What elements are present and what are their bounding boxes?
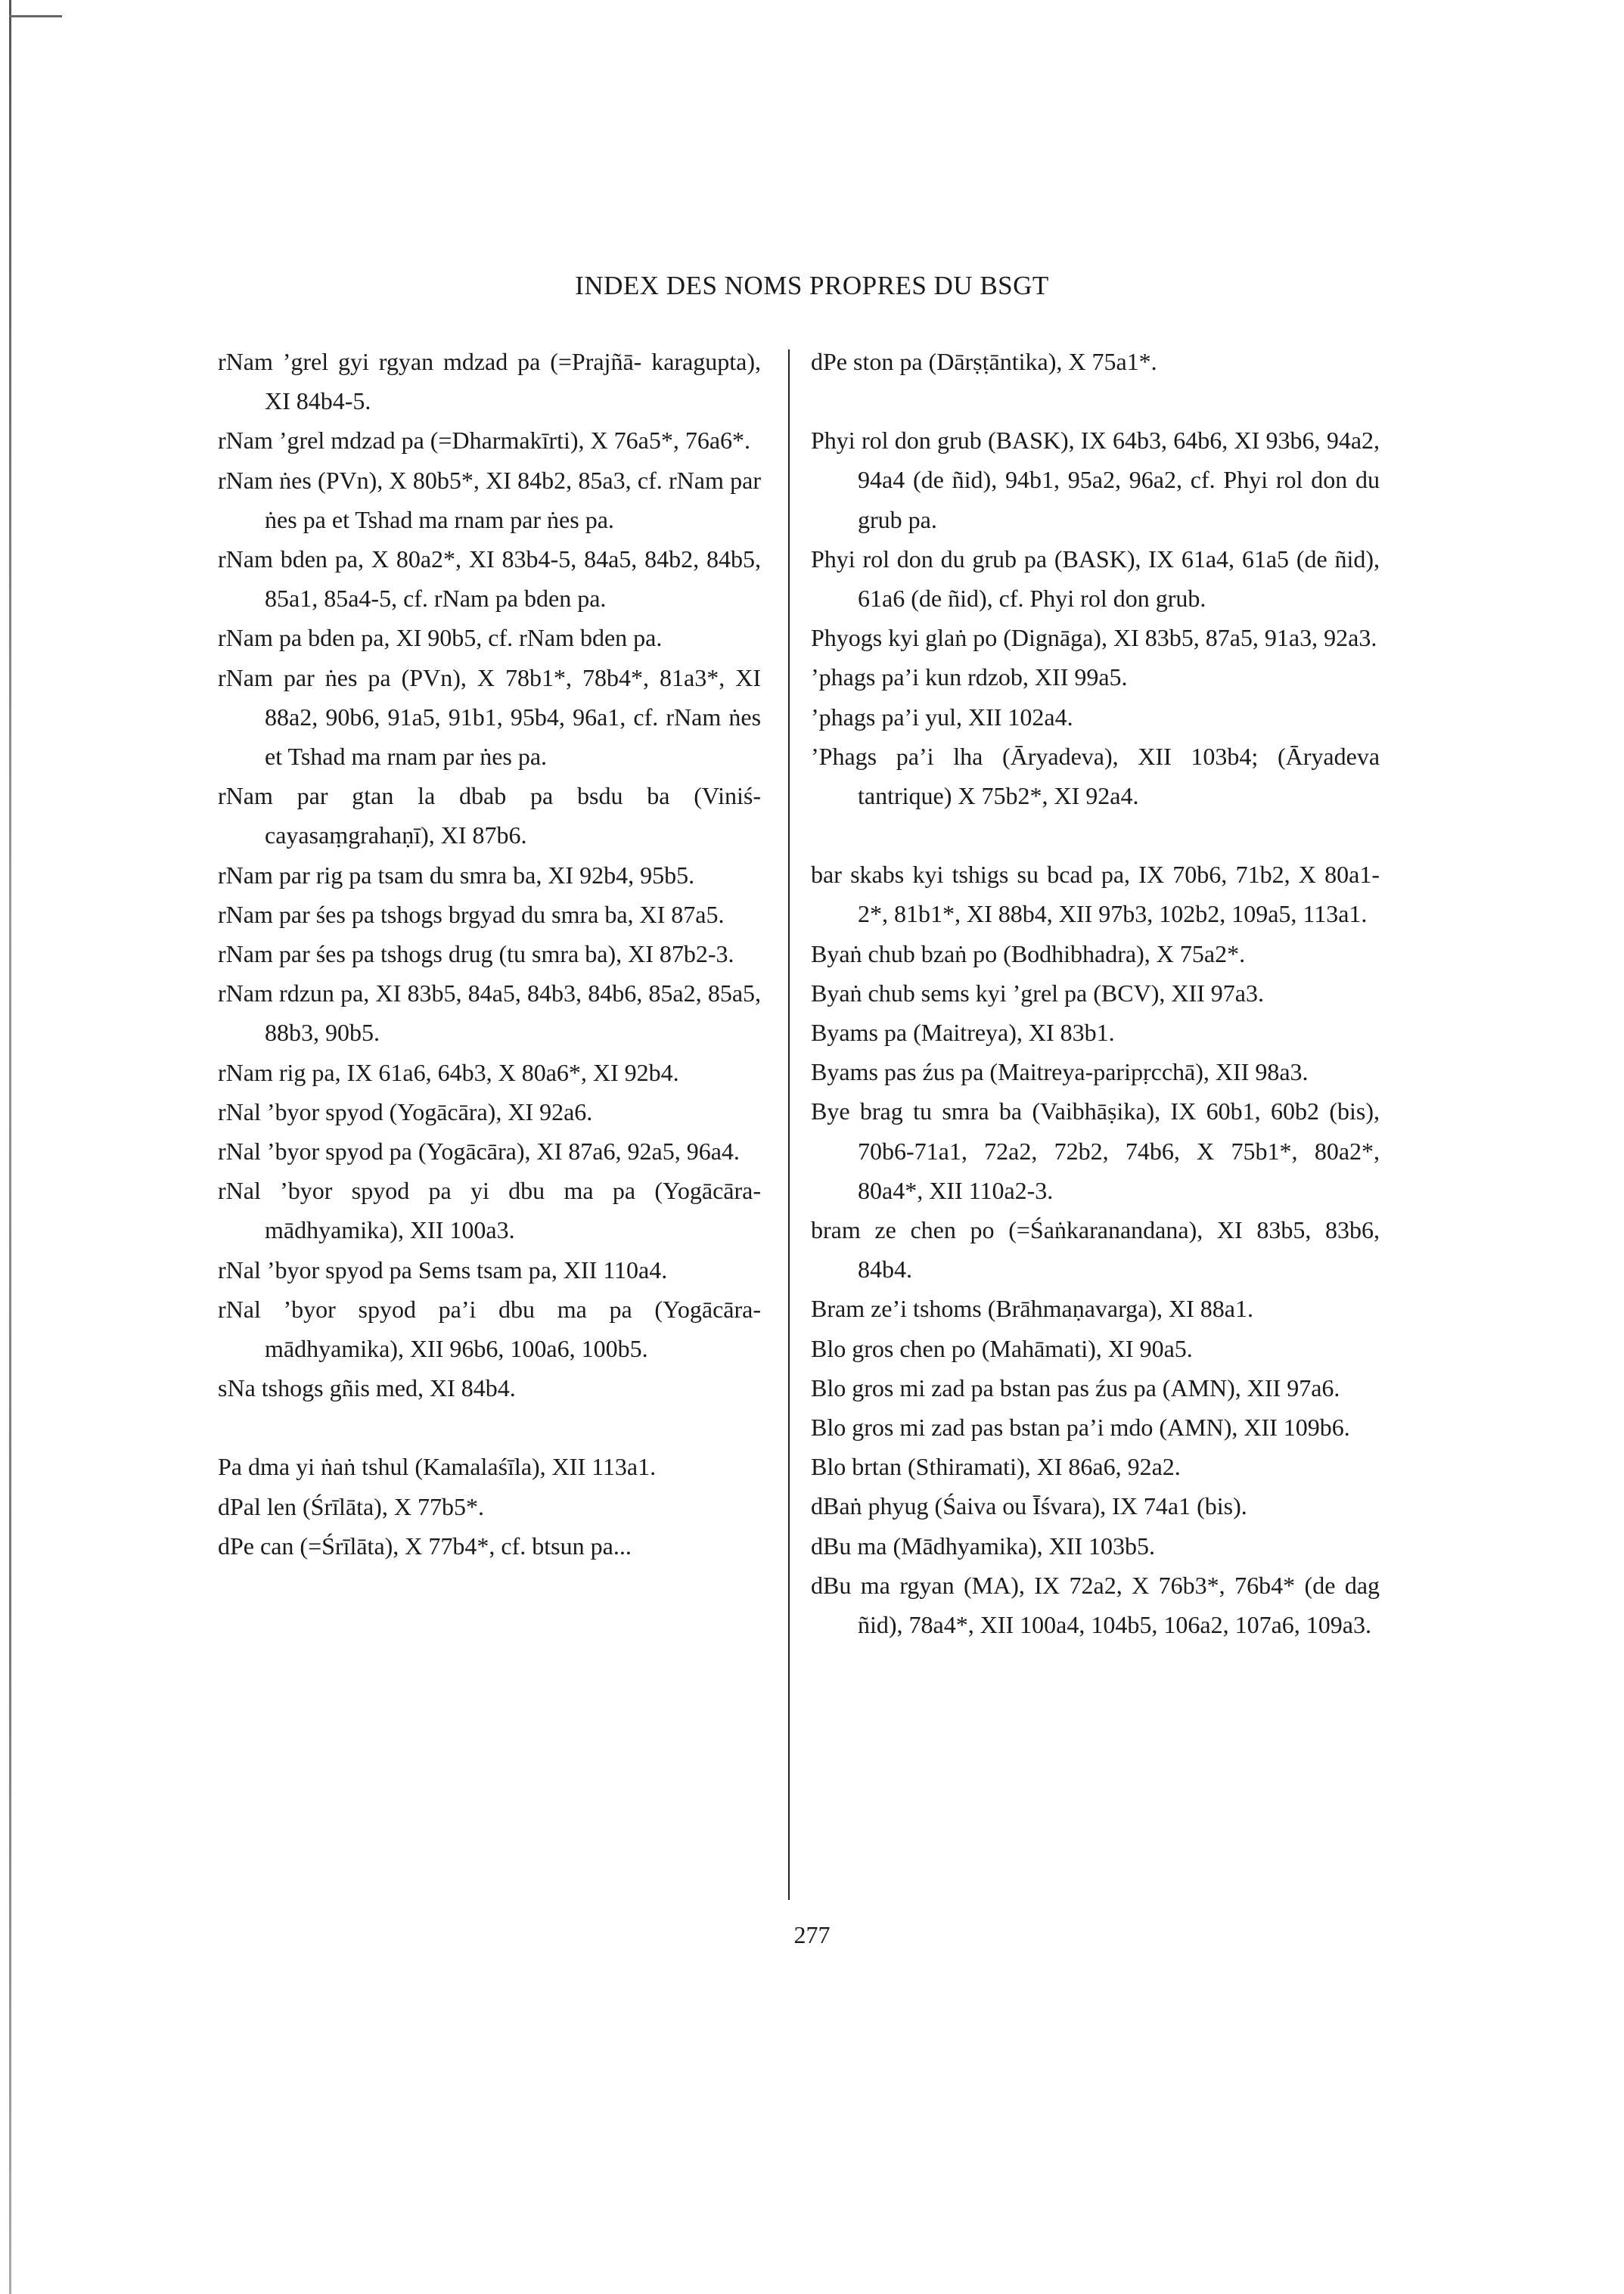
index-entry-line: rNam par śes pa tshogs drug (tu smra ba), bbox=[218, 940, 623, 968]
index-entry-line: rNam par ṅes pa (PVn), X 78b1*, 78b4*, bbox=[218, 663, 650, 691]
index-entry bbox=[218, 1053, 761, 1092]
index-entry-line: 96a2, cf. Phyi rol don du grub pa. bbox=[858, 466, 1380, 533]
index-entry-line: dPal len (Śrīlāta), X 77b5*. bbox=[218, 1492, 484, 1520]
index-entry-line: 95b5. bbox=[640, 861, 695, 889]
index-entry-line: ’phags pa’i kun rdzob, XII 99a5. bbox=[811, 663, 1128, 691]
index-entry-line: dBaṅ phyug (Śaiva ou Īśvara), IX 74a1 (bis). bbox=[811, 1492, 1247, 1520]
index-entry-line: rNam ṅes (PVn), X 80b5*, XI 84b2, 85a3, bbox=[218, 466, 632, 494]
index-entry-line: rNam pa bden pa, XI 90b5, cf. rNam bden pa. bbox=[218, 624, 663, 652]
index-entry-line: 71b2, X 80a1-2*, 81b1*, XI 88b4, XII bbox=[858, 861, 1380, 928]
index-entry-line: 61a5 (de ñid), 61a6 (de ñid), cf. Phyi bbox=[858, 545, 1380, 613]
index-entry-line: rNam rdzun pa, XI 83b5, 84a5, 84b3, 84b6, bbox=[218, 979, 643, 1007]
index-entry bbox=[811, 1210, 1380, 1289]
index-entry-line: mādhyamika), XII 96b6, 100a6, 100b5. bbox=[265, 1335, 648, 1363]
index-entry-line: rol don grub. bbox=[1080, 585, 1206, 613]
index-entry-line: par ṅes pa. bbox=[442, 743, 548, 771]
index-entry-line: 110a4. bbox=[603, 1256, 668, 1284]
index-entry-line: 97a3. bbox=[1210, 979, 1264, 1007]
index-entry bbox=[218, 421, 761, 460]
index-entry bbox=[811, 1486, 1380, 1526]
index-entry-line: bden pa. bbox=[523, 585, 607, 613]
index-entry-line: dBu ma rgyan (MA), IX 72a2, X 76b3*, bbox=[811, 1571, 1225, 1599]
index-entry-line: cayasaṃgrahaṇī), XI 87b6. bbox=[265, 821, 527, 849]
index-entry bbox=[218, 1447, 761, 1486]
index-entry bbox=[811, 618, 1380, 657]
index-entry bbox=[218, 539, 761, 618]
index-entry-line: ’Phags pa’i lha (Āryadeva), XII 103b4; bbox=[811, 742, 1259, 770]
index-entry bbox=[811, 1013, 1380, 1052]
index-entry bbox=[811, 855, 1380, 933]
index-entry bbox=[218, 342, 761, 421]
index-entry-line: mādhyamika), XII 100a3. bbox=[265, 1216, 515, 1244]
index-entry bbox=[218, 1250, 761, 1290]
index-entry-line: 84b2, 84b5, 85a1, 85a4-5, cf. rNam pa bbox=[265, 545, 762, 613]
index-entry-line: 75b1*, 80a2*, 80a4*, XII 110a2-3. bbox=[858, 1137, 1380, 1204]
index-entry-line: ’phags pa’i yul, XII 102a4. bbox=[811, 703, 1073, 731]
index-entry bbox=[811, 1289, 1380, 1328]
index-entry-line: XI 87b2-3. bbox=[628, 940, 734, 968]
index-entry-line: 87a5, 91a3, 92a3. bbox=[1205, 624, 1377, 652]
index-entry-line: 76b4* (de dag ñid), 78a4*, XII 100a4, bbox=[858, 1571, 1380, 1639]
column-divider bbox=[788, 349, 790, 1900]
index-entry-line: rNal ’byor spyod pa Sems tsam pa, XII bbox=[218, 1256, 598, 1284]
index-entry-line: Phyogs kyi glaṅ po (Dignāga), XI 83b5, bbox=[811, 624, 1200, 652]
index-entry bbox=[218, 1368, 761, 1408]
index-entry bbox=[811, 1052, 1380, 1091]
index-entry-line: sNa tshogs gñis med, XI 84b4. bbox=[218, 1374, 516, 1402]
index-entry bbox=[218, 895, 761, 934]
index-entry-line: dPe ston pa (Dārṣṭāntika), X 75a1*. bbox=[811, 348, 1157, 375]
section-gap bbox=[811, 381, 1380, 421]
index-entry-line: XI 87a5. bbox=[639, 900, 725, 928]
index-entry-line: 85a2, 85a5, 88b3, 90b5. bbox=[265, 979, 762, 1047]
index-entry-line: rNam ’grel gyi rgyan mdzad pa (=Prajñā- bbox=[218, 348, 642, 375]
index-entry-line: dBu ma (Mādhyamika), XII 103b5. bbox=[811, 1532, 1156, 1560]
index-entry-line: Bram ze’i tshoms (Brāhmaṇavarga), XI 88a1. bbox=[811, 1295, 1253, 1323]
index-entry-line: rNal ’byor spyod (Yogācāra), XI 92a6. bbox=[218, 1097, 593, 1125]
left-column bbox=[218, 342, 761, 1566]
right-column bbox=[811, 342, 1380, 1644]
index-entry-line: rNal ’byor spyod pa yi dbu ma pa (Yogācāra- bbox=[218, 1177, 761, 1205]
index-entry-line: Phyi rol don du grub pa (BASK), IX 61a4, bbox=[811, 545, 1235, 573]
index-entry-line: bar skabs kyi tshigs su bcad pa, IX 70b6, bbox=[811, 861, 1228, 889]
index-entry-line: dPe can (=Śrīlāta), X 77b4*, cf. btsun pa... bbox=[218, 1532, 632, 1560]
index-entry-line: 92a5, 96a4. bbox=[627, 1138, 740, 1166]
running-head: INDEX DES NOMS PROPRES DU BSGT bbox=[575, 271, 1049, 300]
index-entry-line: cf. rNam par ṅes pa et Tshad ma rnam bbox=[265, 466, 762, 533]
index-entry-line: par ṅes pa. bbox=[510, 505, 614, 533]
index-entry-line: 96a1, cf. rNam ṅes et Tshad ma rnam bbox=[265, 703, 762, 771]
index-entry-line: rNam rig pa, IX 61a6, 64b3, X 80a6*, XI bbox=[218, 1058, 619, 1086]
index-entry-line: Blo gros chen po (Mahāmati), XI 90a5. bbox=[811, 1334, 1193, 1362]
index-entry bbox=[811, 1091, 1380, 1210]
index-entry bbox=[218, 1290, 761, 1368]
page-number: 277 bbox=[793, 1921, 831, 1948]
index-entry-line: rNam bden pa, X 80a2*, XI 83b4-5, 84a5, bbox=[218, 545, 638, 573]
index-entry bbox=[811, 1368, 1380, 1408]
index-entry-line: Blo brtan (Sthiramati), XI 86a6, 92a2. bbox=[811, 1453, 1181, 1481]
index-entry bbox=[811, 1566, 1380, 1644]
index-entry-line: (Āryadeva tantrique) X 75b2*, XI 92a4. bbox=[858, 742, 1380, 810]
index-entry-line: Phyi rol don grub (BASK), IX 64b3, 64b6, XI bbox=[811, 427, 1260, 455]
index-entry-line: Pa dma yi ṅaṅ tshul (Kamalaśīla), XII 113a1. bbox=[218, 1453, 657, 1481]
index-entry-line: 92b4. bbox=[624, 1058, 679, 1086]
index-entry-line: Byams pa (Maitreya), XI 83b1. bbox=[811, 1019, 1115, 1047]
index-entry-line: rNam par rig pa tsam du smra ba, XI 92b4, bbox=[218, 861, 635, 889]
index-entry bbox=[811, 973, 1380, 1013]
index-entry bbox=[811, 1526, 1380, 1566]
index-entry bbox=[218, 1171, 761, 1249]
index-entry bbox=[218, 461, 761, 539]
index-entry bbox=[811, 1447, 1380, 1486]
index-entry-line: 98a3. bbox=[1255, 1058, 1309, 1086]
index-entry bbox=[218, 1092, 761, 1131]
index-entry-line: 93b6, 94a2, 94a4 (de ñid), 94b1, 95a2, bbox=[858, 427, 1380, 494]
index-entry-line: Bye brag tu smra ba (Vaibhāṣika), IX 60b1, bbox=[811, 1097, 1261, 1125]
index-entry bbox=[218, 1526, 761, 1566]
index-entry-line: Byaṅ chub sems kyi ’grel pa (BCV), XII bbox=[811, 979, 1205, 1007]
index-entry-line: 104b5, 106a2, 107a6, 109a3. bbox=[1091, 1611, 1371, 1639]
index-entry bbox=[218, 934, 761, 973]
index-entry-line: karagupta), XI 84b4-5. bbox=[265, 348, 762, 415]
index-entry bbox=[811, 421, 1380, 539]
index-entry-line: XII 97a6. bbox=[1247, 1374, 1340, 1402]
index-entry-line: 83b5, 83b6, 84b4. bbox=[858, 1216, 1380, 1284]
index-entry-line: Blo gros mi zad pas bstan pa’i mdo (AMN), bbox=[811, 1414, 1238, 1442]
index-entry-line: 97b3, 102b2, 109a5, 113a1. bbox=[1098, 900, 1368, 928]
index-entry bbox=[811, 697, 1380, 737]
section-gap bbox=[811, 815, 1380, 855]
index-entry bbox=[218, 658, 761, 777]
index-entry bbox=[218, 1487, 761, 1526]
index-entry bbox=[811, 1329, 1380, 1368]
index-entry bbox=[218, 618, 761, 657]
index-entry-line: 60b2 (bis), 70b6-71a1, 72a2, 72b2, 74b6, X bbox=[858, 1097, 1380, 1165]
index-entry bbox=[218, 1131, 761, 1171]
index-entry-line: rNal ’byor spyod pa (Yogācāra), XI 87a6, bbox=[218, 1138, 622, 1166]
index-entry-line: Byams pas źus pa (Maitreya-paripṛcchā), XII bbox=[811, 1058, 1250, 1086]
scan-edge bbox=[9, 0, 11, 2294]
index-entry-line: 81a3*, XI 88a2, 90b6, 91a5, 91b1, 95b4, bbox=[265, 663, 762, 731]
index-entry bbox=[218, 973, 761, 1052]
index-entry bbox=[811, 342, 1380, 381]
index-entry-line: rNal ’byor spyod pa’i dbu ma pa (Yogācāra- bbox=[218, 1295, 761, 1323]
index-entry-line: rNam par śes pa tshogs brgyad du smra ba, bbox=[218, 900, 634, 928]
index-entry-line: 76a5*, 76a6*. bbox=[613, 427, 751, 455]
scan-corner-mark bbox=[9, 15, 62, 17]
index-entry-line: XII 109b6. bbox=[1244, 1414, 1350, 1442]
index-entry bbox=[811, 1408, 1380, 1447]
index-entry bbox=[218, 776, 761, 855]
index-entry-line: Byaṅ chub bzaṅ po (Bodhibhadra), X 75a2*. bbox=[811, 939, 1246, 967]
index-entry bbox=[811, 737, 1380, 815]
section-gap bbox=[218, 1408, 761, 1447]
index-entry bbox=[218, 855, 761, 895]
index-entry-line: rNam ’grel mdzad pa (=Dharmakīrti), X bbox=[218, 427, 608, 455]
index-entry bbox=[811, 934, 1380, 973]
index-entry bbox=[811, 657, 1380, 697]
index-entry-line: rNam par gtan la dbab pa bsdu ba (Viniś- bbox=[218, 782, 761, 810]
index-entry bbox=[811, 539, 1380, 618]
index-entry-line: bram ze chen po (=Śaṅkaranandana), XI bbox=[811, 1216, 1243, 1244]
index-entry-line: Blo gros mi zad pa bstan pas źus pa (AMN), bbox=[811, 1374, 1241, 1402]
